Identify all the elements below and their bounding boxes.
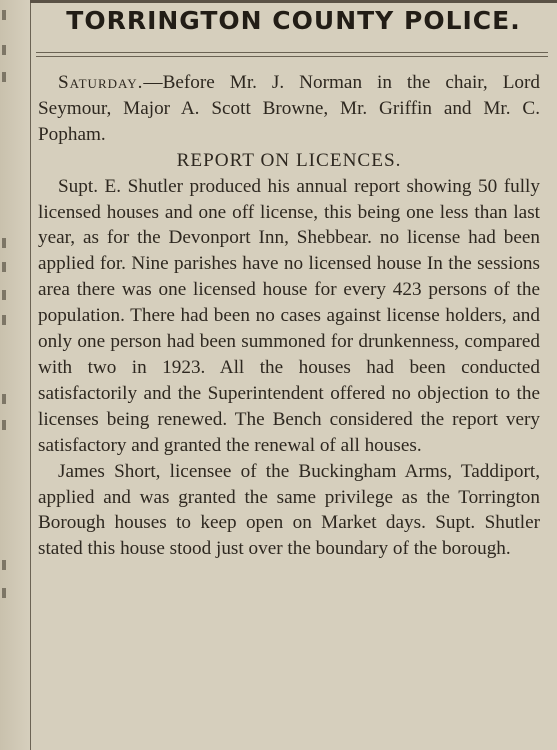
edge-mark [2,10,6,20]
intro-day: Saturday. [58,72,144,93]
edge-mark [2,588,6,598]
headline-rule-lower [36,56,548,57]
edge-mark [2,290,6,300]
section-subheading: REPORT ON LICENCES. [176,149,402,171]
application-paragraph: James Short, licensee of the Buckingham Arms, Taddiport, applied and was granted the same privilege as the Torrington Borough houses to keep open on Market days. Supt. Shutler stated this house stood just over the boundary of the borough. [38,460,540,560]
intro-paragraph [38,70,540,148]
edge-mark [2,560,6,570]
edge-mark [2,72,6,82]
adjacent-column-edge [0,0,30,750]
intro-text: —Before Mr. J. Norman in the chair, Lord Seymour, Major A. Scott Browne, Mr. Griffin and Mr. C. Popham. [38,72,540,145]
edge-mark [2,45,6,55]
article-headline: TORRINGTON COUNTY POLICE. [66,6,521,35]
article-body [38,70,540,562]
edge-mark [2,315,6,325]
edge-mark [2,394,6,404]
report-paragraph: Supt. E. Shutler produced his annual report showing 50 fully licensed houses and one off license, this being one less than last year, as for the Devonport Inn, Shebbear. no license had been applied for. Nine parishes have no licensed house In the sessions area there was one licensed house for every 423 persons of the population. There had been no cases against license holders, and only one person had been summoned for drunkenness, compared with two in 1923. All the houses had been conducted satisfactorily and the Superintendent offered no objection to the licenses being renewed. The Bench considered the report very satisfactory and granted the renewal of all houses. [38,175,540,456]
column-rule [30,0,31,750]
edge-mark [2,262,6,272]
top-rule [30,0,557,3]
edge-mark [2,420,6,430]
edge-mark [2,238,6,248]
headline-rule-upper [36,52,548,53]
